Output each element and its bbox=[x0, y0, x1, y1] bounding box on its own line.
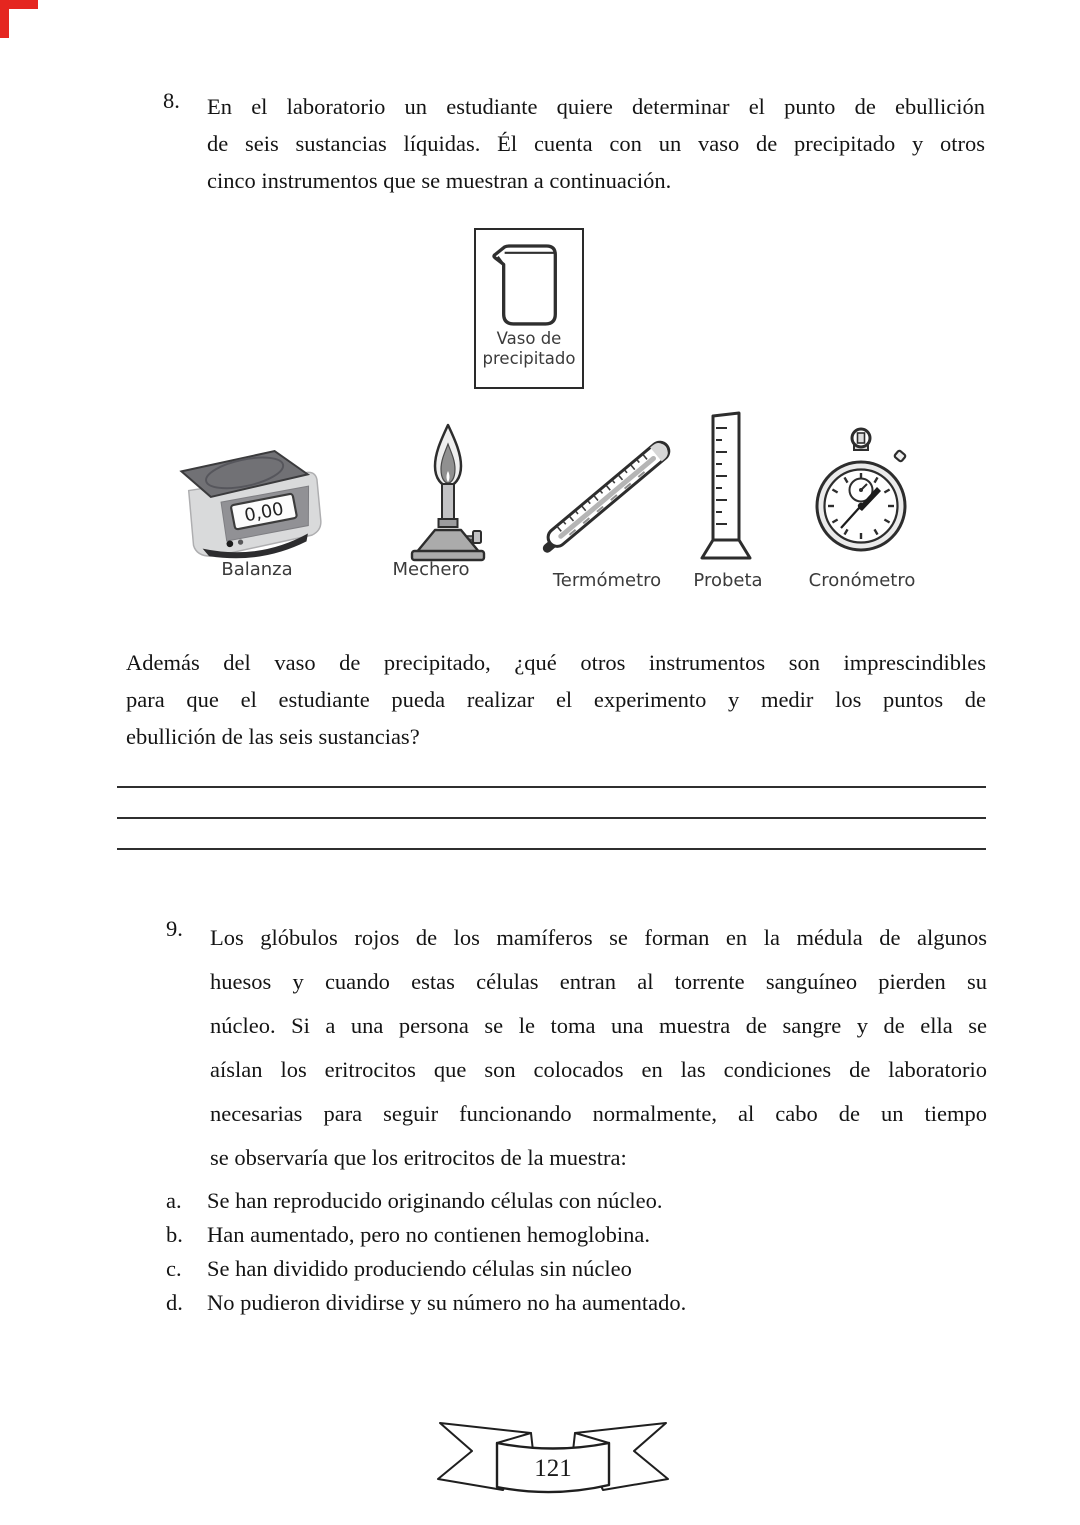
page-number: 121 bbox=[534, 1455, 572, 1482]
option-c bbox=[166, 1252, 996, 1286]
option-letter: c. bbox=[166, 1256, 182, 1281]
red-corner-mark-vertical bbox=[0, 0, 9, 38]
question-9 bbox=[166, 916, 986, 1180]
option-text: Se han dividido produciendo células sin núcleo bbox=[207, 1256, 632, 1281]
option-d bbox=[166, 1286, 996, 1320]
open-question-line: para que el estudiante pueda realizar el experimento y medir los puntos de bbox=[126, 687, 986, 712]
page-number-ribbon bbox=[437, 1421, 669, 1495]
question-9-line: Los glóbulos rojos de los mamíferos se forman en la médula de algunos bbox=[210, 925, 987, 950]
question-8-line: de seis sustancias líquidas. Él cuenta con un vaso de precipitado y otros bbox=[207, 131, 985, 156]
open-question-line: Además del vaso de precipitado, ¿qué otros instrumentos son imprescindibles bbox=[126, 650, 986, 675]
graduated-cylinder-icon bbox=[700, 412, 752, 564]
open-question-paragraph bbox=[126, 644, 986, 755]
question-8 bbox=[163, 88, 985, 199]
options-list bbox=[166, 1184, 996, 1320]
scale-display-value: 0,00 bbox=[242, 499, 286, 527]
answer-blank-line bbox=[117, 848, 986, 850]
option-letter: a. bbox=[166, 1188, 182, 1213]
burner-label: Mechero bbox=[392, 559, 470, 580]
question-9-number: 9. bbox=[166, 916, 183, 941]
open-question-line: ebullición de las seis sustancias? bbox=[126, 724, 420, 749]
beaker-figure-box bbox=[474, 228, 584, 389]
balance-scale-icon bbox=[176, 449, 324, 561]
stopwatch-icon bbox=[813, 428, 910, 560]
question-8-line: En el laboratorio un estudiante quiere determinar el punto de ebullición bbox=[207, 94, 985, 119]
cylinder-label: Probeta bbox=[693, 570, 763, 591]
option-text: Han aumentado, pero no contienen hemoglobina. bbox=[207, 1222, 650, 1247]
option-letter: d. bbox=[166, 1290, 183, 1315]
question-9-line: se observaría que los eritrocitos de la muestra: bbox=[210, 1145, 627, 1170]
question-9-line: necesarias para seguir funcionando normalmente, al cabo de un tiempo bbox=[210, 1101, 987, 1126]
thermometer-icon bbox=[546, 423, 666, 563]
option-text: Se han reproducido originando células con núcleo. bbox=[207, 1188, 663, 1213]
beaker-label: Vaso de precipitado bbox=[482, 329, 576, 368]
question-9-line: aíslan los eritrocitos que son colocados en las condiciones de laboratorio bbox=[210, 1057, 987, 1082]
answer-blank-line bbox=[117, 817, 986, 819]
option-a bbox=[166, 1184, 996, 1218]
stopwatch-label: Cronómetro bbox=[808, 570, 916, 591]
balance-label: Balanza bbox=[221, 559, 293, 580]
question-8-line: cinco instrumentos que se muestran a continuación. bbox=[207, 168, 672, 193]
option-letter: b. bbox=[166, 1222, 183, 1247]
bunsen-burner-icon bbox=[402, 424, 494, 562]
answer-blank-line bbox=[117, 786, 986, 788]
question-9-line: núcleo. Si a una persona se le toma una muestra de sangre y de ella se bbox=[210, 1013, 987, 1038]
beaker-icon bbox=[491, 239, 567, 327]
option-b bbox=[166, 1218, 996, 1252]
option-text: No pudieron dividirse y su número no ha aumentado. bbox=[207, 1290, 687, 1315]
question-9-line: huesos y cuando estas células entran al torrente sanguíneo pierden su bbox=[210, 969, 987, 994]
thermometer-label: Termómetro bbox=[552, 570, 662, 591]
question-8-number: 8. bbox=[163, 88, 180, 113]
